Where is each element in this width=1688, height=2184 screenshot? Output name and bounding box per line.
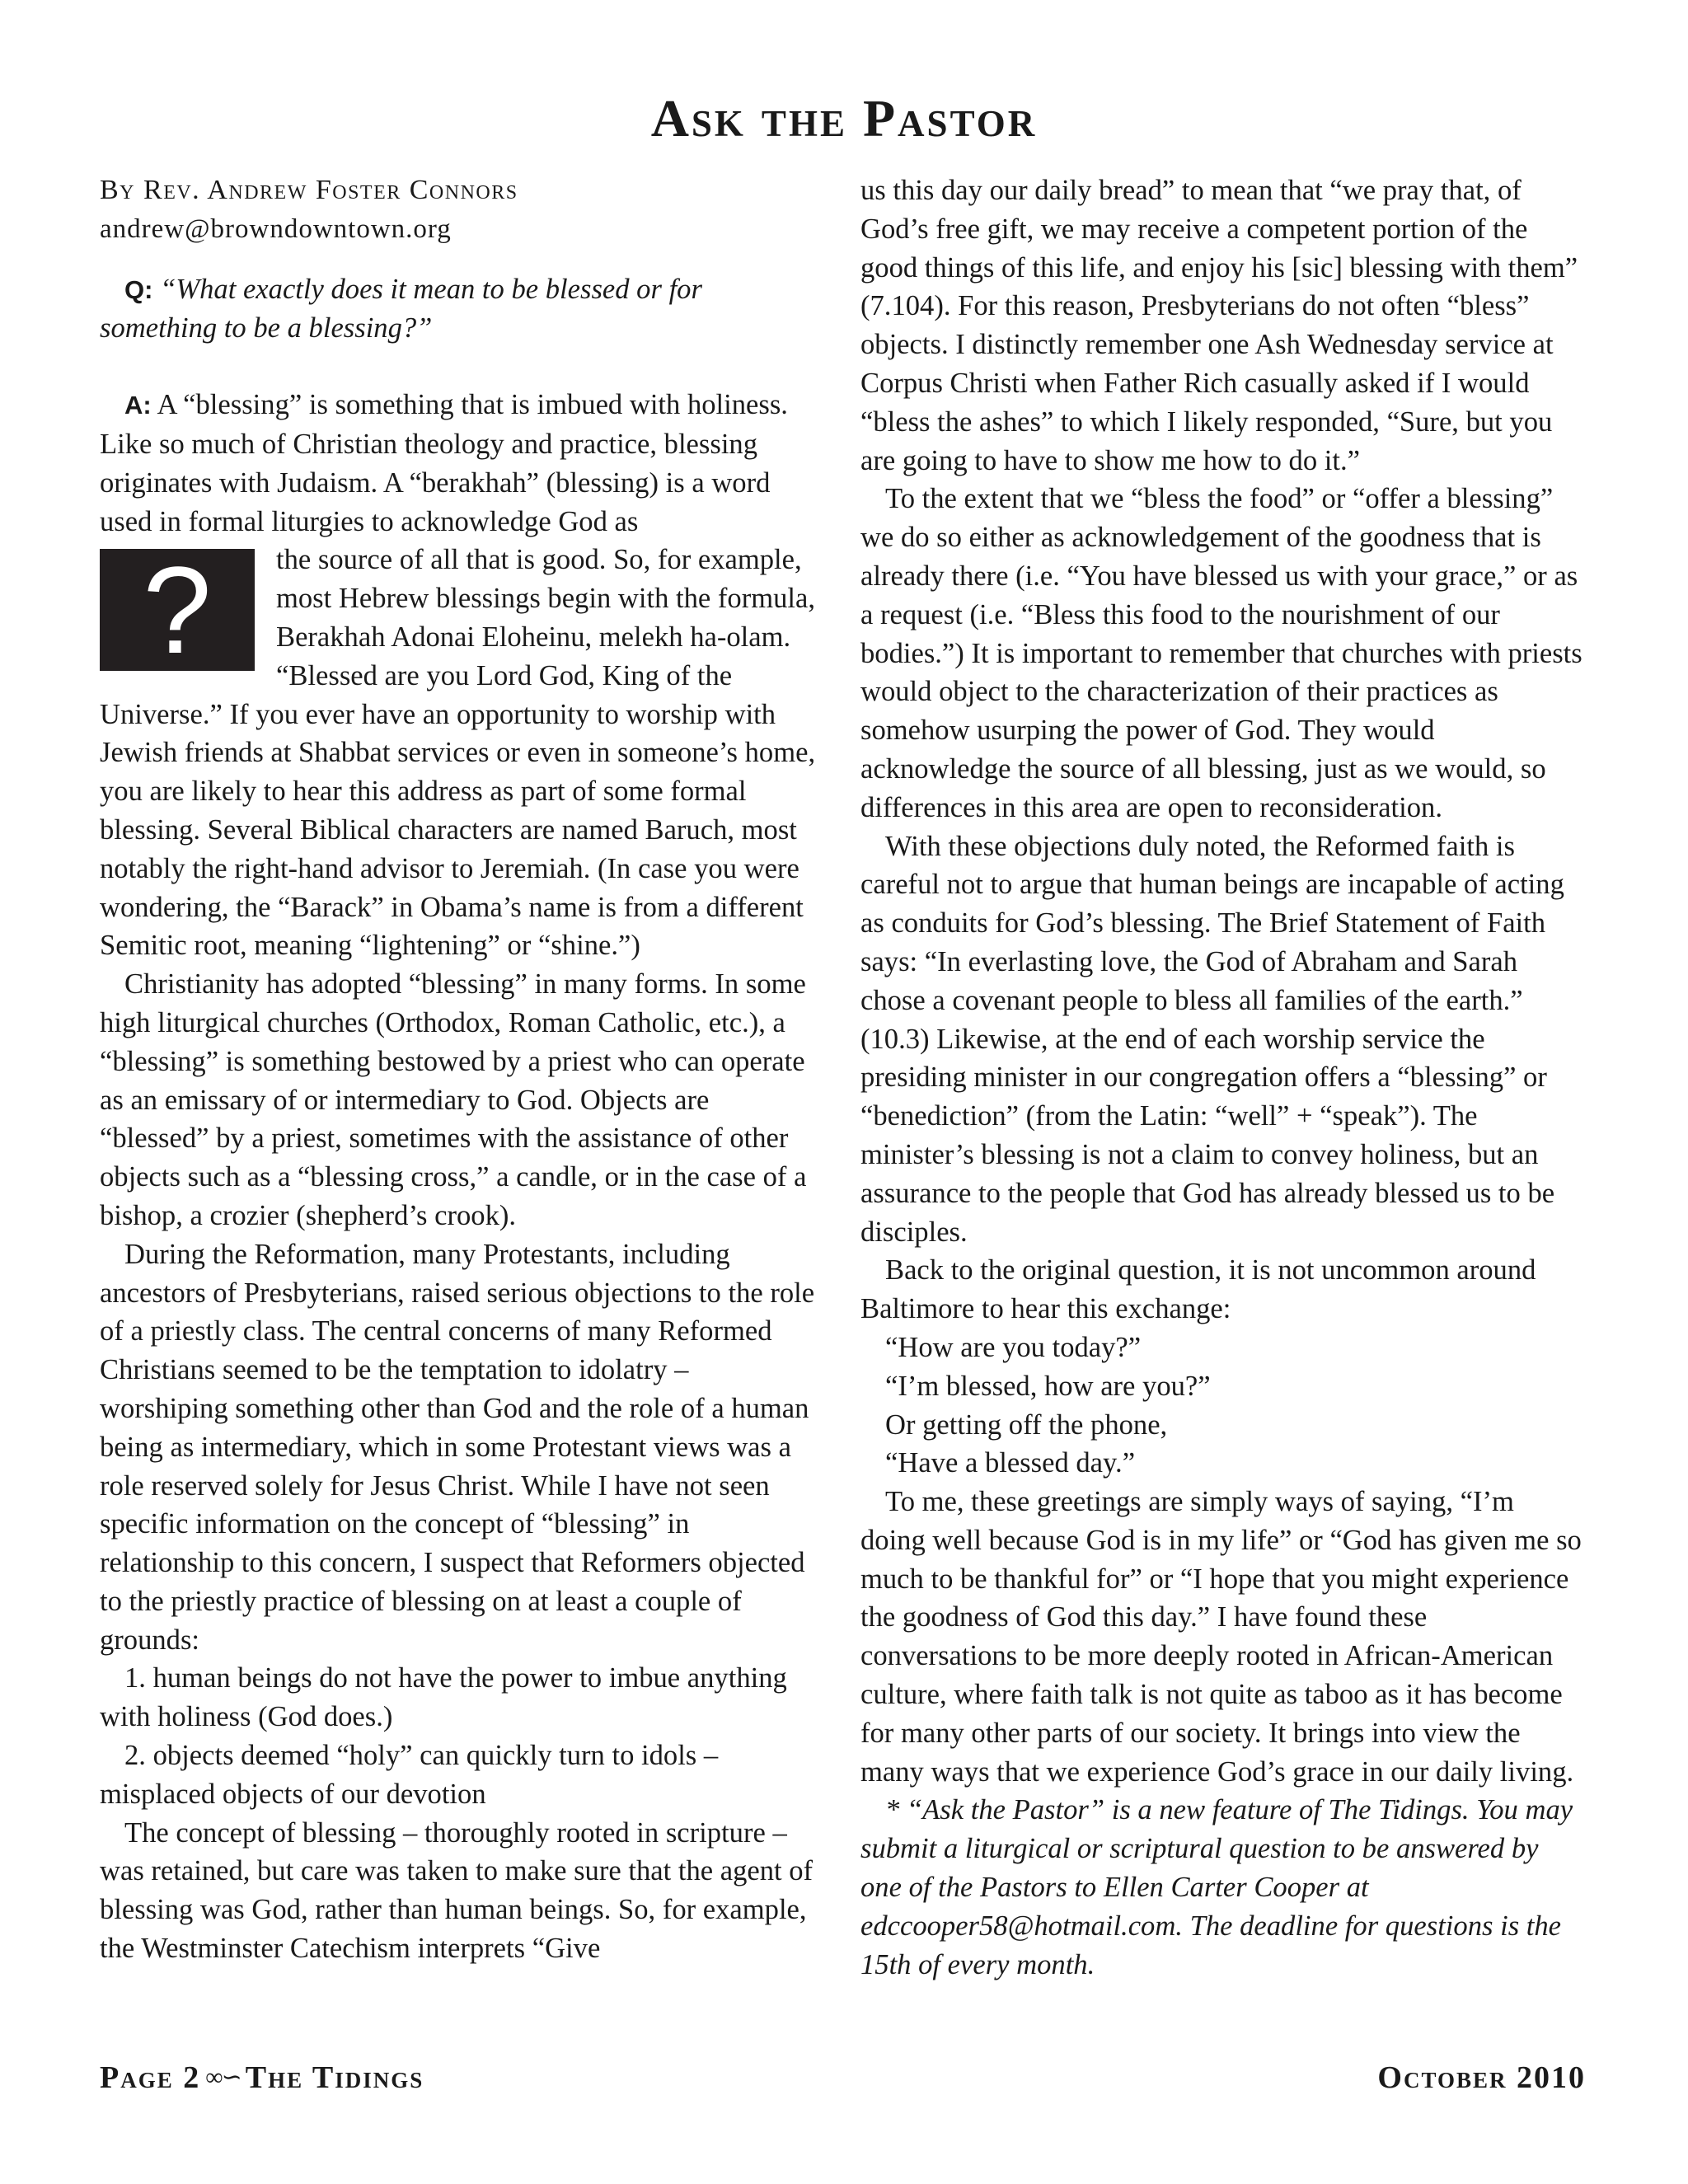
body-paragraph: Back to the original question, it is not uncommon around Baltimore to hear this exchange: [860,1254,1536,1325]
page-title: Ask the Pastor [650,89,1038,148]
ornament-icon: ∞∽ [205,2064,241,2091]
answer-paragraph [100,386,822,541]
spacer [100,249,822,270]
body-paragraph: With these objections duly noted, the Reformed faith is careful not to argue that human beings are incapable of acting as conduits for God’s blessing. The Brief Statement of Faith says: “In everlasting love, the God of Abraham and Sarah chose a covenant people to bless all families of the earth.” (10.3) Likewise, at the end of each worship service the presiding minister in our congregation offers a “blessing” or “benediction” (from the Latin: “well” + “speak”). The minister’s blessing is not a claim to convey holiness, but an assurance to the people that God has already blessed us to be disciples. [860,830,1564,1248]
feature-note: * “Ask the Pastor” is a new feature of The Tidings. You may submit a liturgical or scriptural question to be answered by one of the Pastors to Ellen Carter Cooper at edccooper58@hotmail.com. The deadline for questions is the 15th of every month. [860,1794,1573,1980]
author-byline: By Rev. Andrew Foster Connors [100,175,518,205]
question-label: Q: [124,274,153,304]
spacer [100,348,822,386]
body-paragraph: us this day our daily bread” to mean that “we pray that, of God’s free gift, we may receive a competent portion of the good things of this life, and enjoy his [sic] blessing with them” (7.104). For this reason, Presbyterians do not often “bless” objects. I distinctly remember one Ash Wednesday service at Corpus Christi when Father Rich casually asked if I would “bless the ashes” to which I likely responded, “Sure, but you are going to have to show me how to do it.” [860,175,1578,476]
answer-intro: A “blessing” is something that is imbued with holiness. Like so much of Christian theology and practice, blessing originates with Judaism. A “berakhah” (blessing) is a word used in formal liturgies to acknowledge God as [100,389,788,537]
answer-label: A: [124,391,152,420]
body-paragraph: During the Reformation, many Protestants, including ancestors of Presbyterians, raised serious objections to the role of a priestly class. The central concerns of many Reformed Christians seemed to be the temptation to idolatry – worshiping something other than God and the role of a human being as intermediary, which in some Protestant views was a role reserved solely for Jesus Christ. While I have not seen specific information on the concept of “blessing” in relationship to this concern, I suspect that Reformers objected to the priestly practice of blessing on at least a couple of grounds: [100,1238,815,1656]
right-column [860,171,1586,1984]
dialogue-line: “How are you today?” [885,1331,1142,1363]
question-paragraph [100,270,822,349]
dialogue-line: “I’m blessed, how are you?” [885,1370,1211,1402]
footer-publication: The Tidings [245,2060,424,2095]
body-paragraph: Christianity has adopted “blessing” in many forms. In some high liturgical churches (Orthodox, Roman Catholic, etc.), a “blessing” is something bestowed by a priest who can operate as an emissary of or intermediary to God. Objects are “blessed” by a priest, sometimes with the assistance of other objects such as a “blessing cross,” a candle, or in the case of a bishop, a crozier (shepherd’s crook). [100,968,807,1231]
author-email[interactable]: andrew@browndowntown.org [100,213,452,244]
dialogue-line: “Have a blessed day.” [885,1447,1136,1479]
body-paragraph: The concept of blessing – thoroughly rooted in scripture – was retained, but care was taken to make sure that the agent of blessing was God, rather than human beings. So, for example, the Westminster Catechism interprets “Give [100,1816,814,1965]
question-mark-icon [100,541,255,680]
dialogue-line: Or getting off the phone, [885,1408,1168,1441]
body-paragraph: To the extent that we “bless the food” or “offer a blessing” we do so either as acknowledgement of the goodness that is already there (i.e. “You have blessed us with your grace,” or as a request (i.e. “Bless this food to the nourishment of our bodies.”) It is important to remember that churches with priests would object to the characterization of their practices as somehow usurping the power of God. They would acknowledge the source of all blessing, just as we would, so differences in this area are open to reconsideration. [860,483,1582,823]
left-column [100,171,822,1968]
list-item: 2. objects deemed “holy” can quickly turn to idols – misplaced objects of our devotion [100,1740,719,1810]
question-text: “What exactly does it mean to be blessed or for something to be a blessing?” [100,273,702,344]
footer-page-info [100,2062,424,2093]
question-mark-glyph: ? [143,541,212,680]
footer-date: October 2010 [1377,2060,1586,2095]
list-item: 1. human beings do not have the power to imbue anything with holiness (God does.) [100,1662,787,1733]
answer-continuation: the source of all that is good. So, for example, most Hebrew blessings begin with the formula, Berakhah Adonai Eloheinu, melekh ha-olam. “Blessed are you Lord God, King of the Universe.” If you ever have an opportunity to worship with Jewish friends at Shabbat services or even in someone’s home, you are likely to hear this address as part of some formal blessing. Several Biblical characters are named Baruch, most notably the right-hand advisor to Jeremiah. (In case you were wondering, the “Barack” in Obama’s name is from a different Semitic root, meaning “lightening” or “shine.”) [100,544,816,962]
body-paragraph: To me, these greetings are simply ways of saying, “I’m doing well because God is in my life” or “God has given me so much to be thankful for” or “I hope that you might experience the goodness of God this day.” I have found these conversations to be more deeply rooted in African-American culture, where faith talk is not quite as taboo as it has become for many other parts of our society. It brings into view the many ways that we experience God’s grace in our daily living. [860,1486,1582,1788]
footer-page-number: Page 2 [100,2060,201,2095]
